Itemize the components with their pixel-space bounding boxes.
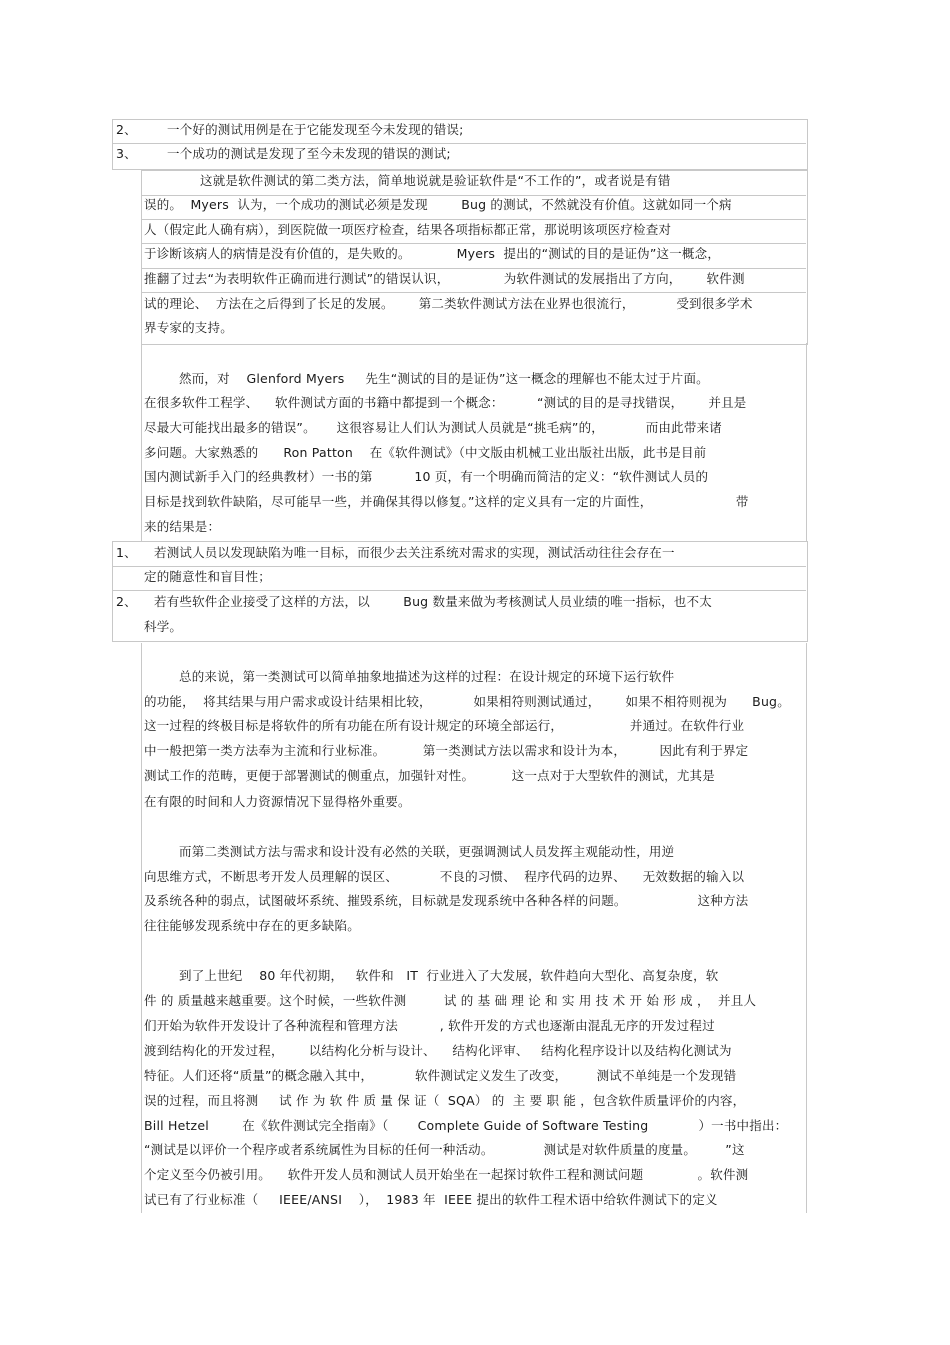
list2-row-divider: [112, 566, 806, 567]
paragraph5-line: 误的过程，而且将测 试 作 为 软 件 质 量 保 证（ SQA） 的 主 要 职 能 ，包含软件质量评价的内容，: [144, 1093, 746, 1108]
paragraph2-line: 在很多软件工程学、 软件测试方面的书籍中都提到一个概念： “测试的目的是寻找错误， 并且是: [144, 395, 747, 410]
paragraph1-line: 推翻了过去“为表明软件正确而进行测试”的错误认识， 为软件测试的发展指出了方向， 软件测: [144, 271, 745, 286]
paragraph2-line: 国内测试新手入门的经典教材）一书的第 10 页，有一个明确而简洁的定义：“软件测试人员的: [144, 469, 709, 484]
paragraph1-line: 试的理论、 方法在之后得到了长足的发展。 第二类软件测试方法在业界也很流行， 受到很多学术: [144, 296, 753, 311]
paragraph5-line: 件 的 质量越来越重要。这个时候，一些软件测 试 的 基 础 理 论 和 实 用 技 术 开 始 形 成 ， 并且人: [144, 993, 757, 1008]
paragraph5-line: 试已有了行业标准（ IEEE/ANSI ）， 1983 年 IEEE 提出的软件工程术语中给软件测试下的定义: [144, 1192, 718, 1207]
body-right-rule: [806, 643, 807, 1213]
paragraph5-line: 个定义至今仍被引用。 软件开发人员和测试人员开始坐在一起探讨软件工程和测试问题 。软件测: [144, 1167, 749, 1182]
paragraph1-line: 误的。 Myers 认为，一个成功的测试必须是发现 Bug 的测试，不然就没有价值。这就如同一个病: [144, 197, 732, 212]
paragraph4-line: 向思维方式，不断思考开发人员理解的误区、 不良的习惯、 程序代码的边界、 无效数据的输入以: [144, 869, 745, 884]
paragraph5-line: Bill Hetzel 在《软件测试完全指南》（ Complete Guide of Software Testing ）一书中指出：: [144, 1118, 788, 1133]
list2-row-divider: [112, 590, 806, 591]
paragraph5-line: “测试是以评价一个程序或者系统属性为目标的任何一种活动。 测试是对软件质量的度量。 ”这: [144, 1142, 745, 1157]
list1-item-1-number: 2、: [116, 122, 137, 137]
paragraph2-line: 目标是找到软件缺陷，尽可能早一些，并确保其得以修复。”这样的定义具有一定的片面性， 带: [144, 494, 749, 509]
paragraph3-line: 这一过程的终极目标是将软件的所有功能在所有设计规定的环境全部运行， 并通过。在软件行业: [144, 718, 745, 733]
list1-item-2-text: 一个成功的测试是发现了至今未发现的错误的测试;: [167, 146, 451, 161]
paragraph2-line: 然而，对 Glenford Myers 先生“测试的目的是证伪”这一概念的理解也不能太过于片面。: [179, 371, 709, 386]
list2-item-2-line: 科学。: [144, 619, 183, 634]
list2-item-2-number: 2、: [116, 594, 137, 609]
paragraph2-right-rule: [806, 343, 807, 541]
paragraph5-line: 特征。人们还将“质量”的概念融入其中， 软件测试定义发生了改变， 测试不单纯是一个发现错: [144, 1068, 737, 1083]
paragraph3-line: 的功能， 将其结果与用户需求或设计结果相比较， 如果相符则测试通过， 如果不相符则视为 Bug。: [144, 694, 790, 709]
row-divider: [141, 195, 806, 196]
paragraph3-line: 在有限的时间和人力资源情况下显得格外重要。: [144, 794, 411, 809]
paragraph2-line: 多问题。大家熟悉的 Ron Patton 在《软件测试》（中文版由机械工业出版社出版，此书是目前: [144, 445, 707, 460]
paragraph5-line: 渡到结构化的开发过程， 以结构化分析与设计、 结构化评审、 结构化程序设计以及结构化测试为: [144, 1043, 732, 1058]
paragraph4-line: 及系统各种的弱点，试图破坏系统、摧毁系统，目标就是发现系统中各种各样的问题。 这种方法: [144, 893, 749, 908]
body-left-rule: [141, 643, 142, 1213]
row-divider: [141, 243, 806, 244]
paragraph3-line: 中一般把第一类方法奉为主流和行业标准。 第一类测试方法以需求和设计为本， 因此有利于界定: [144, 743, 749, 758]
list2-item-1-line: 若测试人员以发现缺陷为唯一目标，而很少去关注系统对需求的实现，测试活动往往会存在一: [154, 545, 675, 560]
paragraph4-line: 往往能够发现系统中存在的更多缺陷。: [144, 918, 360, 933]
paragraph4-line: 而第二类测试方法与需求和设计没有必然的关联，更强调测试人员发挥主观能动性，用逆: [179, 844, 675, 859]
paragraph3-line: 总的来说，第一类测试可以简单抽象地描述为这样的过程：在设计规定的环境下运行软件: [179, 669, 675, 684]
paragraph5-line: 们开始为软件开发设计了各种流程和管理方法 , 软件开发的方式也逐渐由混乱无序的开发过程过: [144, 1018, 715, 1033]
paragraph2-line: 来的结果是：: [144, 519, 221, 534]
paragraph1-line: 于诊断该病人的病情是没有价值的，是失败的。 Myers 提出的“测试的目的是证伪”这一概念，: [144, 246, 721, 261]
row-divider: [141, 268, 806, 269]
paragraph1-line: 这就是软件测试的第二类方法，简单地说就是验证软件是“不工作的”，或者说是有错: [200, 173, 671, 188]
paragraph1-line: 界专家的支持。: [144, 320, 233, 335]
list2-item-2-line: 若有些软件企业接受了这样的方法，以 Bug 数量来做为考核测试人员业绩的唯一指标，也不太: [154, 594, 712, 609]
list2-item-1-line: 定的随意性和盲目性；: [144, 569, 272, 584]
list1-item-2-number: 3、: [116, 146, 137, 161]
paragraph1-line: 人（假定此人确有病），到医院做一项医疗检查，结果各项指标都正常，那说明该项医疗检查对: [144, 222, 672, 237]
paragraph2-left-rule: [141, 343, 142, 541]
list2-item-1-number: 1、: [116, 545, 137, 560]
paragraph2-line: 尽最大可能找出最多的错误”。 这很容易让人们认为测试人员就是“挑毛病”的， 而由此带来诸: [144, 420, 722, 435]
list1-row-divider: [112, 143, 806, 144]
paragraph5-line: 到了上世纪 80 年代初期， 软件和 IT 行业进入了大发展，软件趋向大型化、高复杂度，软: [179, 968, 719, 983]
paragraph3-line: 测试工作的范畴，更便于部署测试的侧重点，加强针对性。 这一点对于大型软件的测试，尤其是: [144, 768, 715, 783]
list1-item-1-text: 一个好的测试用例是在于它能发现至今未发现的错误;: [167, 122, 464, 137]
row-divider: [141, 292, 806, 293]
row-divider: [141, 219, 806, 220]
